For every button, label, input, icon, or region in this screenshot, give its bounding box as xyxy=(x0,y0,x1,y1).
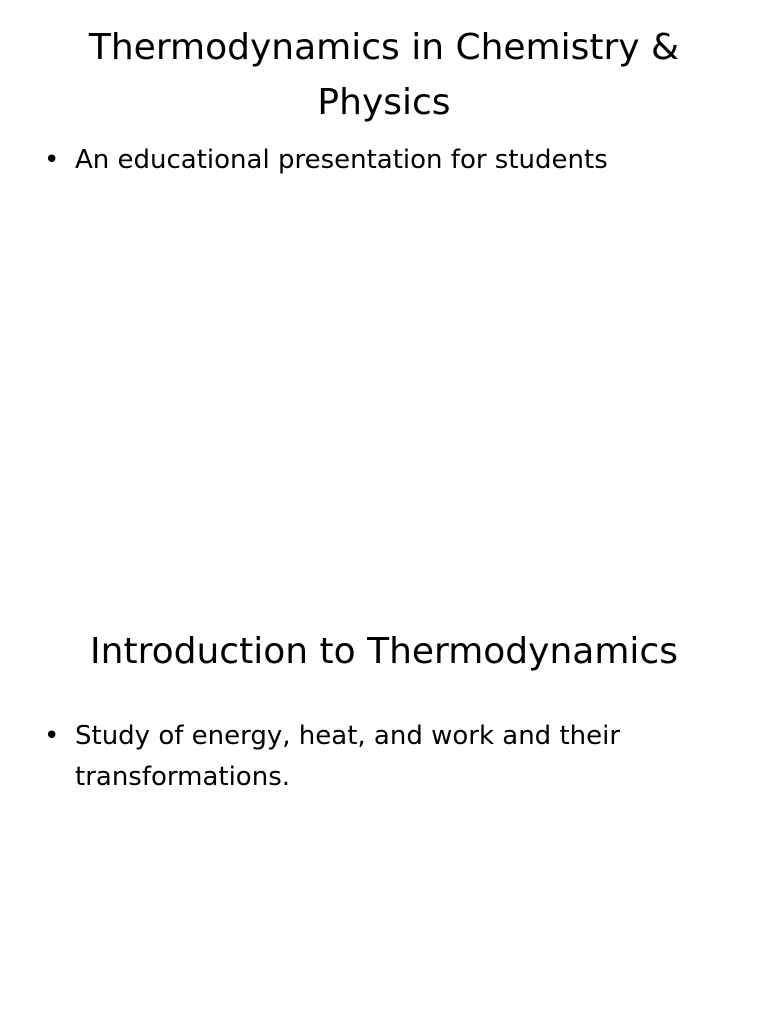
bullet-dot-icon: • xyxy=(44,721,60,751)
slide-title: Thermodynamics in Chemistry & Physics xyxy=(88,27,680,123)
bullet-item xyxy=(40,140,680,181)
bullet-item xyxy=(40,716,680,798)
bullet-list xyxy=(40,716,680,798)
bullet-list xyxy=(40,140,680,181)
bullet-dot-icon: • xyxy=(44,145,60,175)
slide-title: Introduction to Thermodynamics xyxy=(90,631,678,672)
bullet-text: An educational presentation for students xyxy=(75,145,608,175)
slide-2 xyxy=(0,576,768,1024)
bullet-text: Study of energy, heat, and work and their transformations. xyxy=(75,721,621,792)
